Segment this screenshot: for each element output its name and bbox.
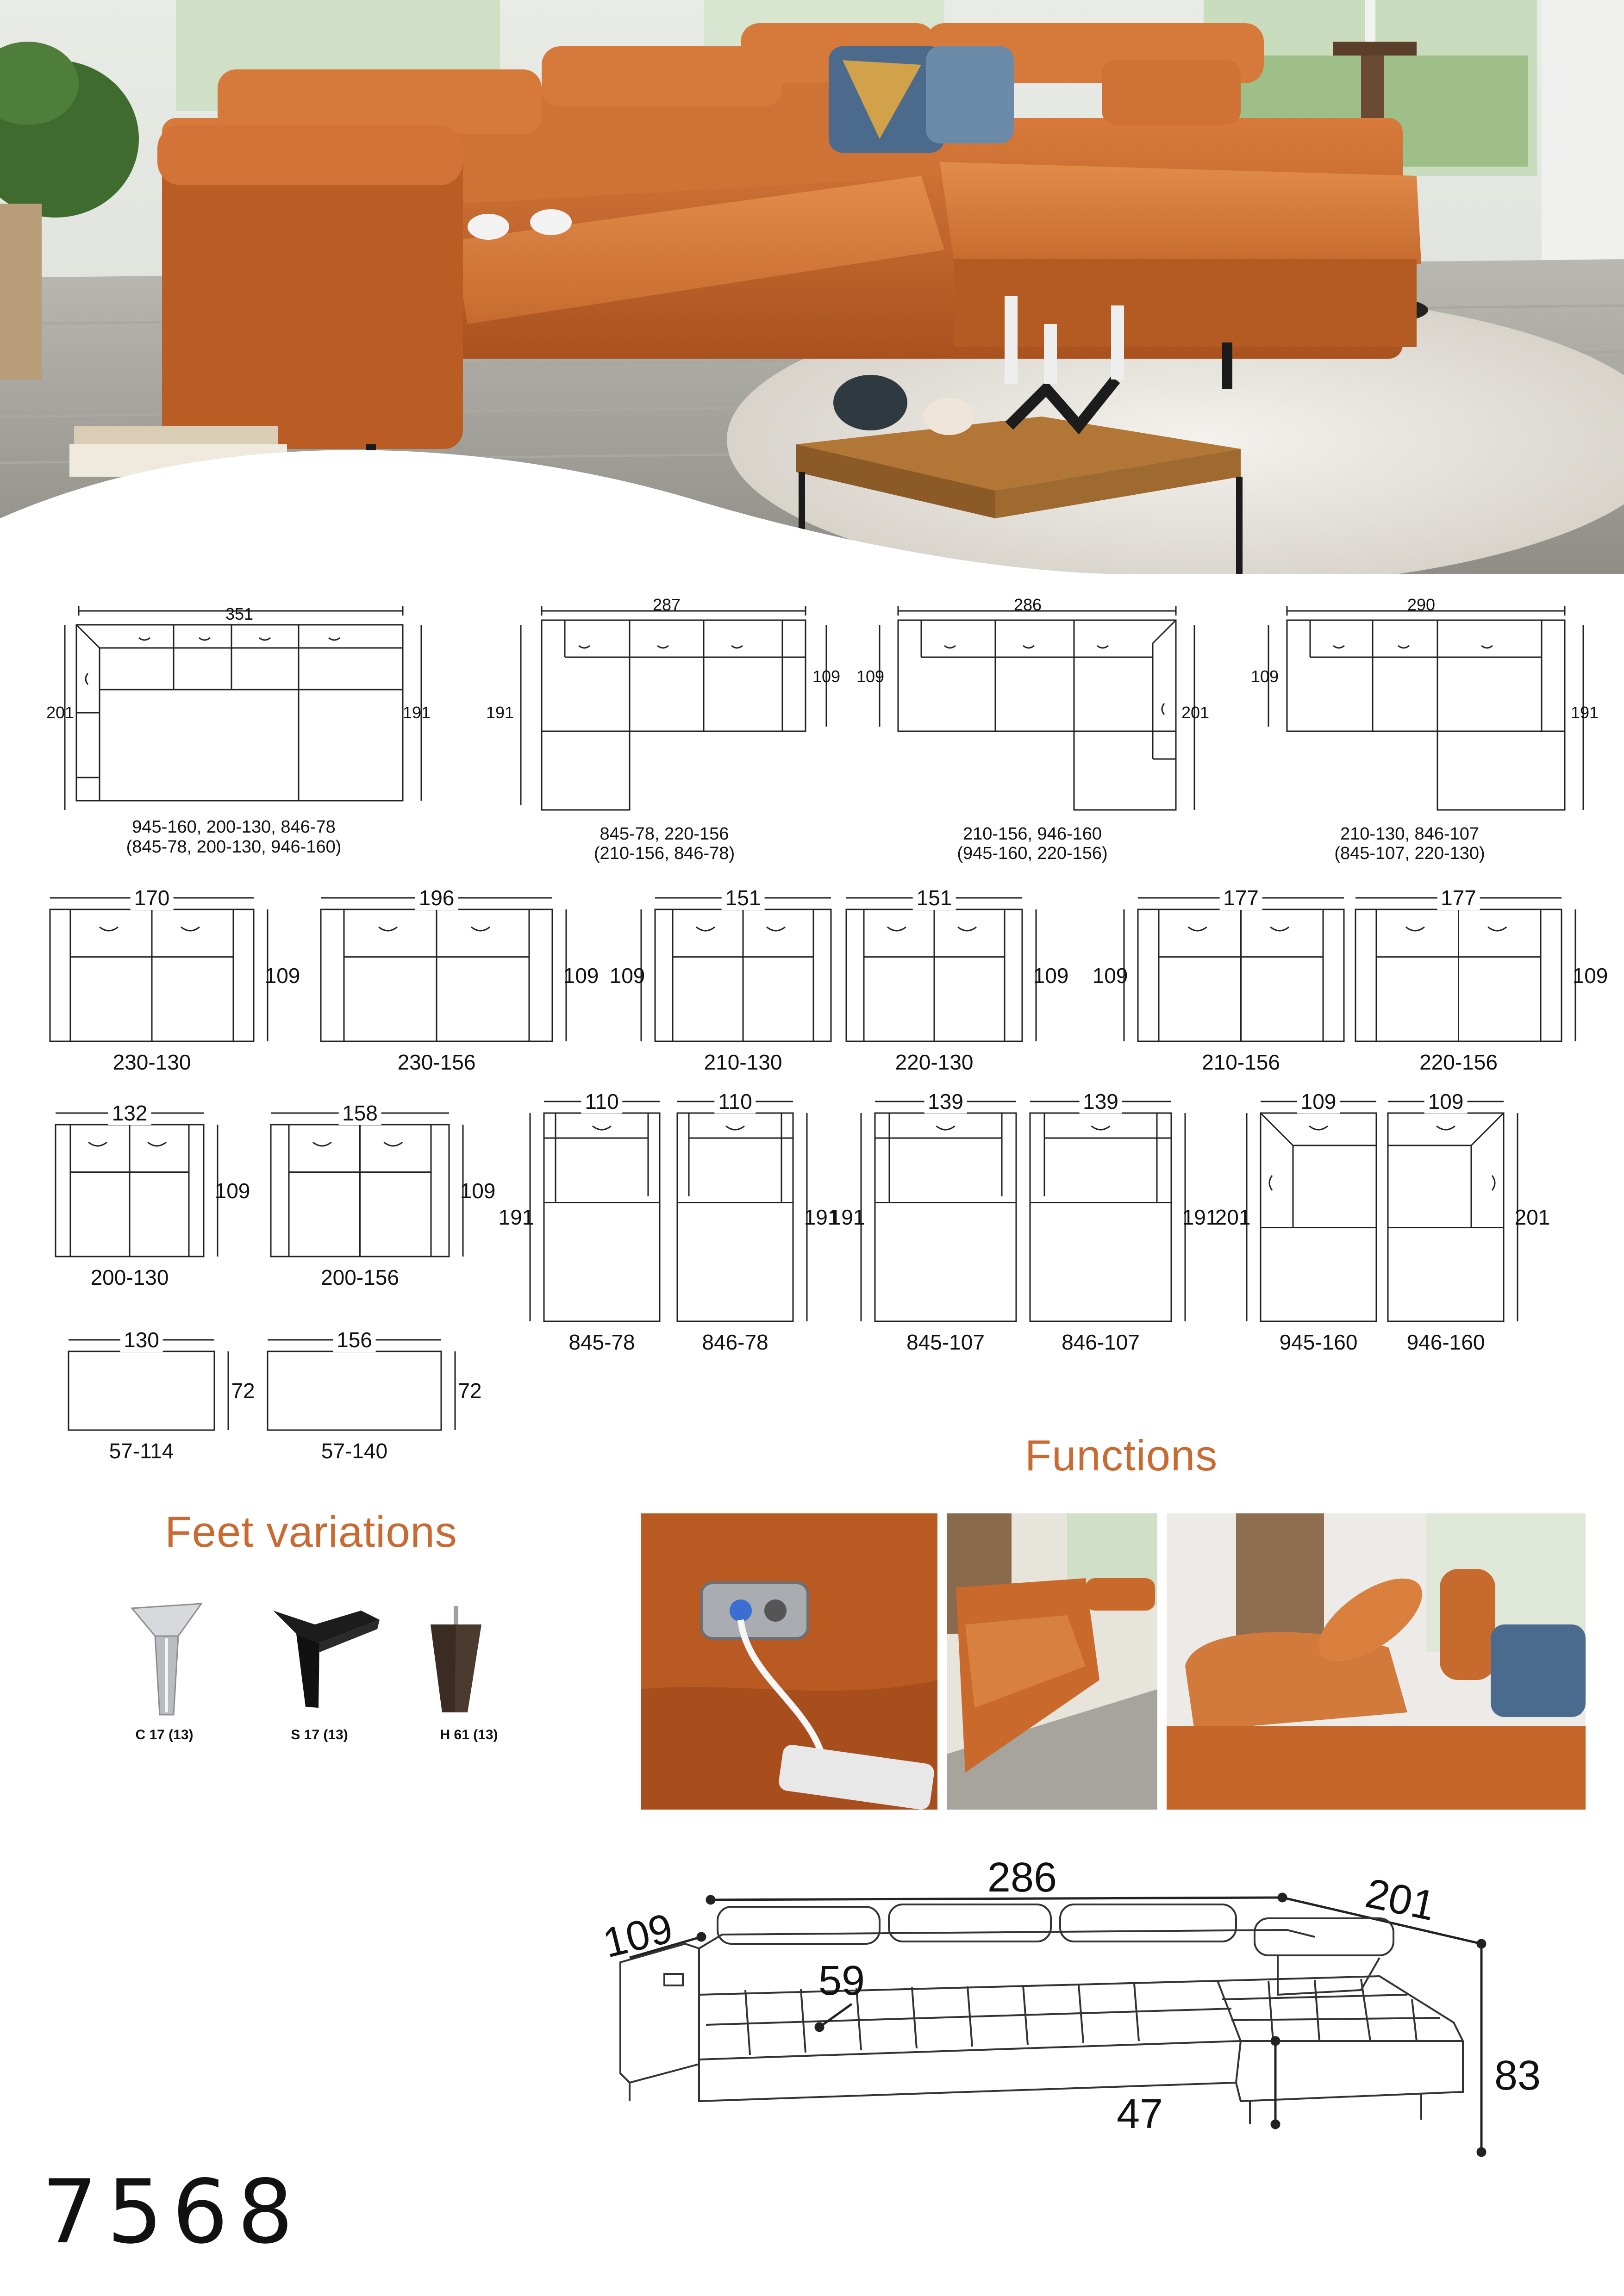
dimension-depth-right: 201 — [1362, 1870, 1439, 1930]
scheme-287-caption: 845-78, 220-156 — [600, 824, 729, 844]
scheme-286-caption: 210-156, 946-160 — [962, 824, 1102, 844]
scheme-286-right-height: 201 — [1181, 703, 1210, 722]
feet-variations-title: Feet variations — [165, 1507, 457, 1556]
scheme-schemes_row2-4-caption: 210-156 — [1202, 1050, 1280, 1074]
scheme-290-width: 290 — [1407, 595, 1436, 614]
scheme-schemes_row3-2-width: 110 — [581, 1089, 622, 1114]
scheme-schemes_row4-0-caption: 57-114 — [109, 1439, 174, 1463]
scheme-schemes_row3-2-height: 191 — [498, 1205, 534, 1229]
scheme-schemes_row2-0-height: 109 — [264, 963, 300, 988]
scheme-schemes_row4-1-width: 156 — [333, 1328, 376, 1352]
scheme-schemes_row3-0-width: 132 — [108, 1101, 151, 1125]
hero-photo — [0, 0, 1624, 574]
scheme-290-caption: 210-130, 846-107 — [1340, 824, 1480, 844]
scheme-schemes_row2-1-height: 109 — [563, 963, 599, 988]
chrome-leg-icon — [123, 1594, 211, 1726]
scheme-schemes_row3-5-caption: 846-107 — [1062, 1330, 1140, 1354]
scheme-schemes_row3-0-caption: 200-130 — [90, 1265, 169, 1289]
scheme-schemes_row3-7-caption: 946-160 — [1406, 1330, 1485, 1354]
scheme-286-left-height: 109 — [856, 667, 885, 686]
dimension-seat-depth: 59 — [818, 1958, 865, 2004]
scheme-schemes_row3-3-caption: 846-78 — [702, 1330, 768, 1354]
scheme-schemes_row2-1-width: 196 — [415, 886, 458, 910]
scheme-schemes_row3-6-caption: 945-160 — [1279, 1330, 1358, 1354]
scheme-schemes_row3-5-height: 191 — [1182, 1205, 1218, 1229]
scheme-290-left-height: 109 — [1250, 667, 1279, 686]
scheme-351-width: 351 — [225, 604, 254, 623]
scheme-schemes_row2-3-height: 109 — [1033, 963, 1069, 988]
scheme-schemes_row3-6-height: 201 — [1215, 1205, 1251, 1229]
scheme-287-width: 287 — [652, 595, 681, 614]
scheme-schemes_row3-7-width: 109 — [1424, 1089, 1468, 1114]
scheme-schemes_row4-0-height: 72 — [231, 1379, 255, 1403]
scheme-schemes_row2-2-height: 109 — [609, 963, 645, 988]
scheme-schemes_row3-3-width: 110 — [714, 1089, 756, 1114]
scheme-schemes_row3-7-height: 201 — [1514, 1205, 1550, 1229]
scheme-schemes_row2-3-caption: 220-130 — [895, 1050, 974, 1074]
scheme-corner-287 — [491, 602, 852, 819]
scheme-schemes_row3-2-caption: 845-78 — [568, 1330, 635, 1354]
scheme-351-caption-alt: (845-78, 200-130, 946-160) — [126, 837, 342, 857]
foot-caption-chrome: C 17 (13) — [135, 1727, 194, 1742]
foot-caption-wood: H 61 (13) — [440, 1727, 498, 1742]
functions-title: Functions — [1024, 1431, 1218, 1480]
usb-port-photo — [641, 1513, 937, 1810]
scheme-schemes_row2-5-caption: 220-156 — [1419, 1050, 1498, 1074]
model-number: 7568 — [42, 2161, 303, 2263]
scheme-286-width: 286 — [1013, 595, 1042, 614]
scheme-351-right-height: 191 — [402, 703, 431, 722]
scheme-290-right-height: 191 — [1570, 703, 1599, 722]
scheme-corner-290 — [1250, 602, 1611, 819]
scheme-schemes_row2-0-caption: 230-130 — [112, 1050, 191, 1074]
scheme-schemes_row3-1-caption: 200-156 — [321, 1265, 399, 1289]
dimension-seat-height: 47 — [1116, 2091, 1163, 2137]
scheme-schemes_row2-5-width: 177 — [1437, 886, 1480, 910]
scheme-schemes_row3-6-width: 109 — [1297, 1089, 1340, 1114]
scheme-corner-351 — [51, 602, 431, 819]
scheme-schemes_row3-4-width: 139 — [924, 1089, 967, 1114]
scheme-schemes_row4-1-height: 72 — [458, 1379, 482, 1403]
dimension-depth-left: 109 — [599, 1905, 677, 1967]
scheme-schemes_row4-1-caption: 57-140 — [321, 1439, 388, 1463]
scheme-287-right-height: 109 — [812, 667, 841, 686]
scheme-290-caption-alt: (845-107, 220-130) — [1334, 844, 1485, 863]
scheme-287-caption-alt: (210-156, 846-78) — [593, 844, 735, 863]
wood-leg-icon — [421, 1606, 491, 1719]
scheme-schemes_row3-0-height: 109 — [214, 1178, 250, 1203]
scheme-287-left-height: 191 — [486, 703, 514, 722]
scheme-schemes_row2-5-height: 109 — [1572, 963, 1608, 988]
black-leg-icon — [269, 1601, 389, 1715]
scheme-schemes_row2-4-width: 177 — [1219, 886, 1262, 910]
dimension-width: 286 — [987, 1854, 1057, 1901]
scheme-schemes_row3-3-height: 191 — [804, 1205, 840, 1229]
dimension-height: 83 — [1494, 2053, 1541, 2099]
scheme-schemes_row2-2-width: 151 — [722, 886, 765, 910]
scheme-schemes_row3-4-caption: 845-107 — [906, 1330, 985, 1354]
scheme-286-caption-alt: (945-160, 220-156) — [957, 844, 1108, 863]
scheme-schemes_row3-5-width: 139 — [1079, 1089, 1122, 1114]
headrest-adjust-photo — [1167, 1513, 1586, 1810]
scheme-351-left-height: 201 — [46, 703, 75, 722]
scheme-schemes_row4-0-width: 130 — [120, 1328, 163, 1352]
scheme-schemes_row3-1-width: 158 — [338, 1101, 381, 1125]
scheme-schemes_row2-3-width: 151 — [913, 886, 956, 910]
scheme-corner-286 — [861, 602, 1222, 819]
scheme-schemes_row3-4-height: 191 — [829, 1205, 865, 1229]
foot-caption-black: S 17 (13) — [291, 1727, 348, 1742]
sofa-relax-photo — [947, 1513, 1157, 1810]
scheme-schemes_row2-4-height: 109 — [1092, 963, 1128, 988]
scheme-schemes_row2-0-width: 170 — [131, 886, 174, 910]
scheme-351-caption: 945-160, 200-130, 846-78 — [132, 817, 336, 837]
scheme-schemes_row2-2-caption: 210-130 — [704, 1050, 782, 1074]
scheme-schemes_row3-1-height: 109 — [460, 1178, 496, 1203]
scheme-schemes_row2-1-caption: 230-156 — [397, 1050, 476, 1074]
